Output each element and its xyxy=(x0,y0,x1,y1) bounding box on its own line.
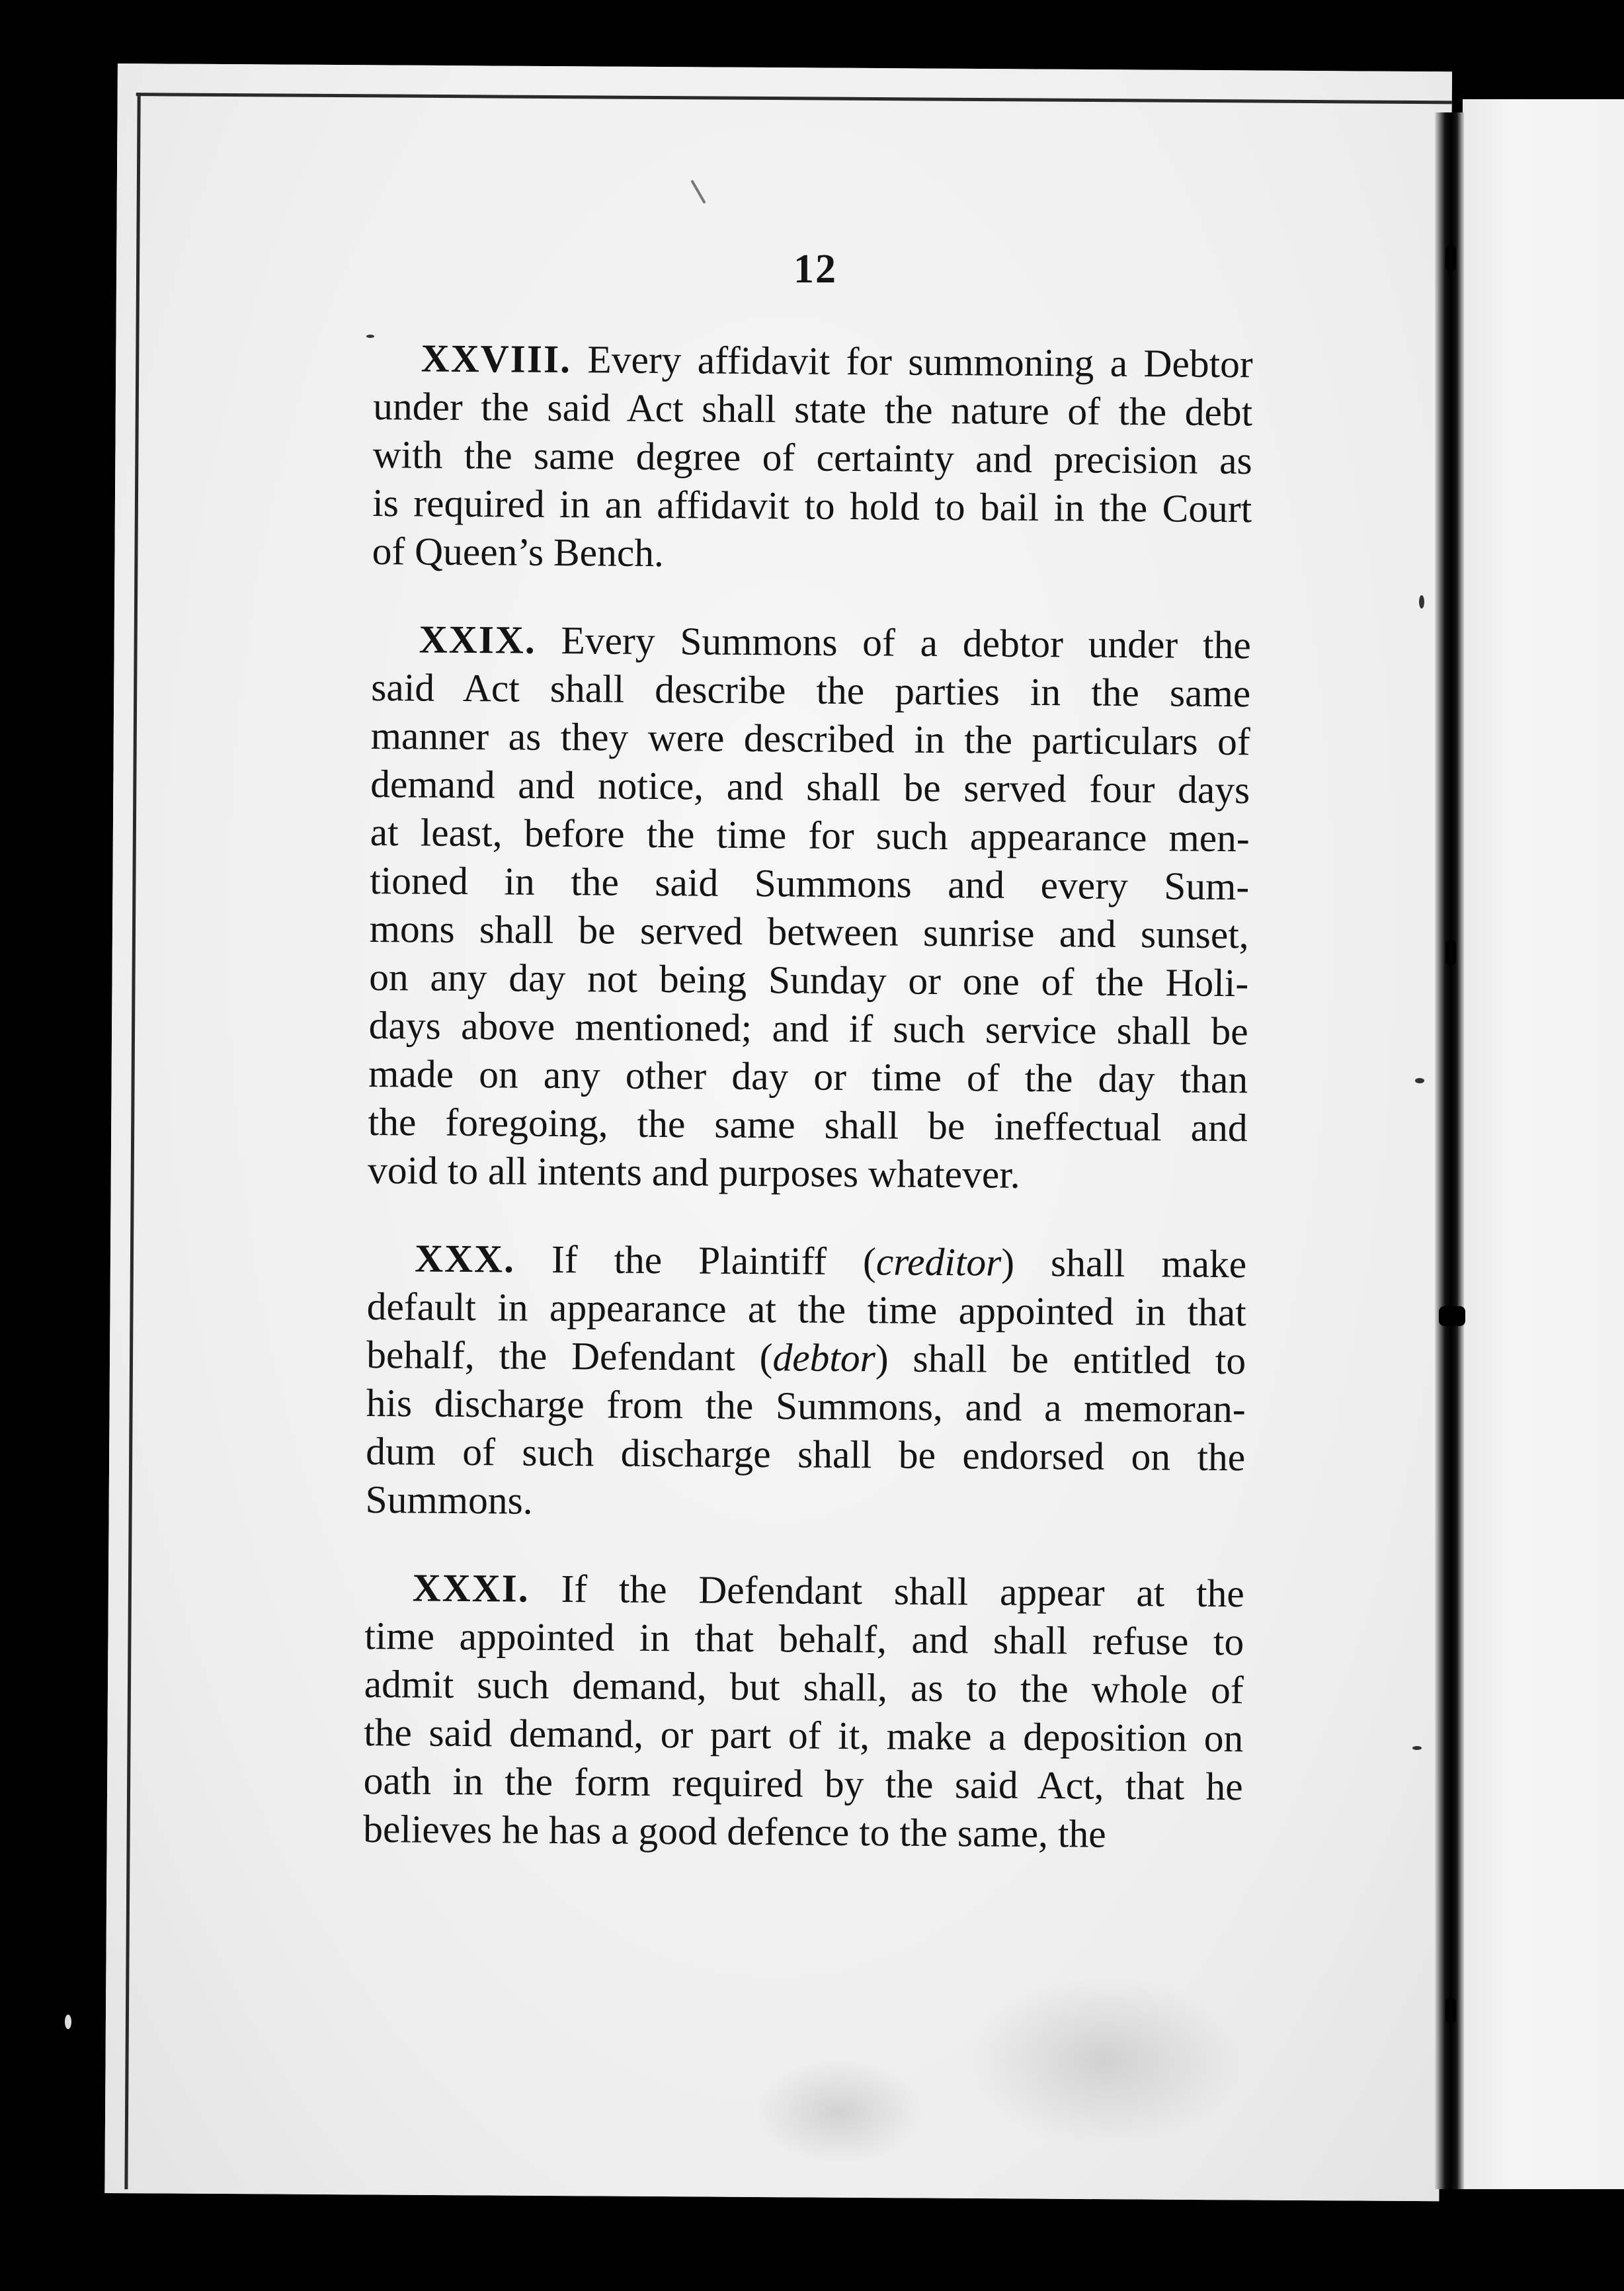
text-line: void to all intents and purposes whatever. xyxy=(367,1147,1020,1196)
ink-speck xyxy=(1419,595,1424,608)
text-line: default in appearance at the time appointed in that xyxy=(366,1284,1246,1335)
text-line: admit such demand, but shall, as to the whole of xyxy=(364,1661,1244,1712)
text-line: XXX. If the Plaintiff (creditor) shall make xyxy=(415,1236,1247,1286)
section-numeral: XXVIII. xyxy=(421,336,572,382)
section-paragraph xyxy=(363,1563,1244,1859)
text-line: XXXI. If the Defendant shall appear at the xyxy=(412,1565,1244,1616)
ink-speck xyxy=(65,2015,71,2029)
book-gutter xyxy=(1435,112,1464,2189)
italic-term: debtor xyxy=(772,1335,876,1380)
section-numeral: XXXI. xyxy=(412,1565,530,1610)
text-line: believes he has a good defence to the same, the xyxy=(362,1806,1106,1856)
text-line: his discharge from the Summons, and a memoran- xyxy=(366,1380,1246,1431)
text-line: of Queen’s Bench. xyxy=(372,528,665,575)
section-numeral: XXIX. xyxy=(419,617,536,662)
section-paragraph xyxy=(372,334,1253,581)
paper-stain xyxy=(753,2058,926,2165)
text-line: Summons. xyxy=(365,1477,533,1522)
binding-mark xyxy=(1439,1306,1465,1326)
binding-mark xyxy=(1445,939,1456,966)
section-paragraph xyxy=(368,615,1251,1200)
text-line: behalf, the Defendant (debtor) shall be entitled to xyxy=(366,1332,1246,1383)
text-line: mons shall be served between sunrise and sunset, xyxy=(369,906,1249,957)
text-line: XXIX. Every Summons of a debtor under the xyxy=(419,617,1251,667)
page-frame-left xyxy=(124,93,140,2189)
text-line: demand and notice, and shall be served four days xyxy=(370,761,1250,812)
text-line: manner as they were described in the particulars of xyxy=(370,713,1250,764)
text-line: tioned in the said Summons and every Sum- xyxy=(370,858,1250,909)
ink-speck xyxy=(1412,1746,1422,1750)
text-line: the said demand, or part of it, make a deposition on xyxy=(364,1710,1244,1761)
page-number: 12 xyxy=(793,247,837,292)
text-line: oath in the form required by the said Act, that he xyxy=(363,1758,1243,1809)
next-page-edge xyxy=(1463,99,1624,2189)
text-line: days above mentioned; and if such service shall be xyxy=(368,1003,1248,1054)
text-line: with the same degree of certainty and precision as xyxy=(372,432,1252,483)
binding-mark xyxy=(1445,245,1456,271)
text-line: is required in an affidavit to hold to bail in the Court xyxy=(372,480,1252,531)
text-line: time appointed in that behalf, and shall refuse to xyxy=(364,1613,1244,1664)
binding-mark xyxy=(1445,1997,1456,2024)
italic-term: creditor xyxy=(875,1239,1002,1284)
page-frame-top xyxy=(136,93,1452,104)
section-numeral: XXX. xyxy=(415,1236,516,1281)
section-paragraph xyxy=(365,1234,1246,1530)
text-line: dum of such discharge shall be endorsed on the xyxy=(365,1429,1246,1479)
text-line: said Act shall describe the parties in the same xyxy=(371,665,1251,716)
text-line: on any day not being Sunday or one of the Holi- xyxy=(368,954,1249,1005)
text-line: under the said Act shall state the nature of the debt xyxy=(373,384,1253,435)
text-line: made on any other day or time of the day than xyxy=(368,1051,1248,1102)
text-line: the foregoing, the same shall be ineffectual and xyxy=(368,1099,1248,1150)
paper-stain xyxy=(965,1974,1244,2147)
page-body-text xyxy=(363,334,1253,1859)
ink-speck xyxy=(1415,1078,1424,1083)
text-line: at least, before the time for such appearance men- xyxy=(370,810,1250,860)
text-line: XXVIII. Every affidavit for summoning a Debtor xyxy=(421,336,1253,386)
